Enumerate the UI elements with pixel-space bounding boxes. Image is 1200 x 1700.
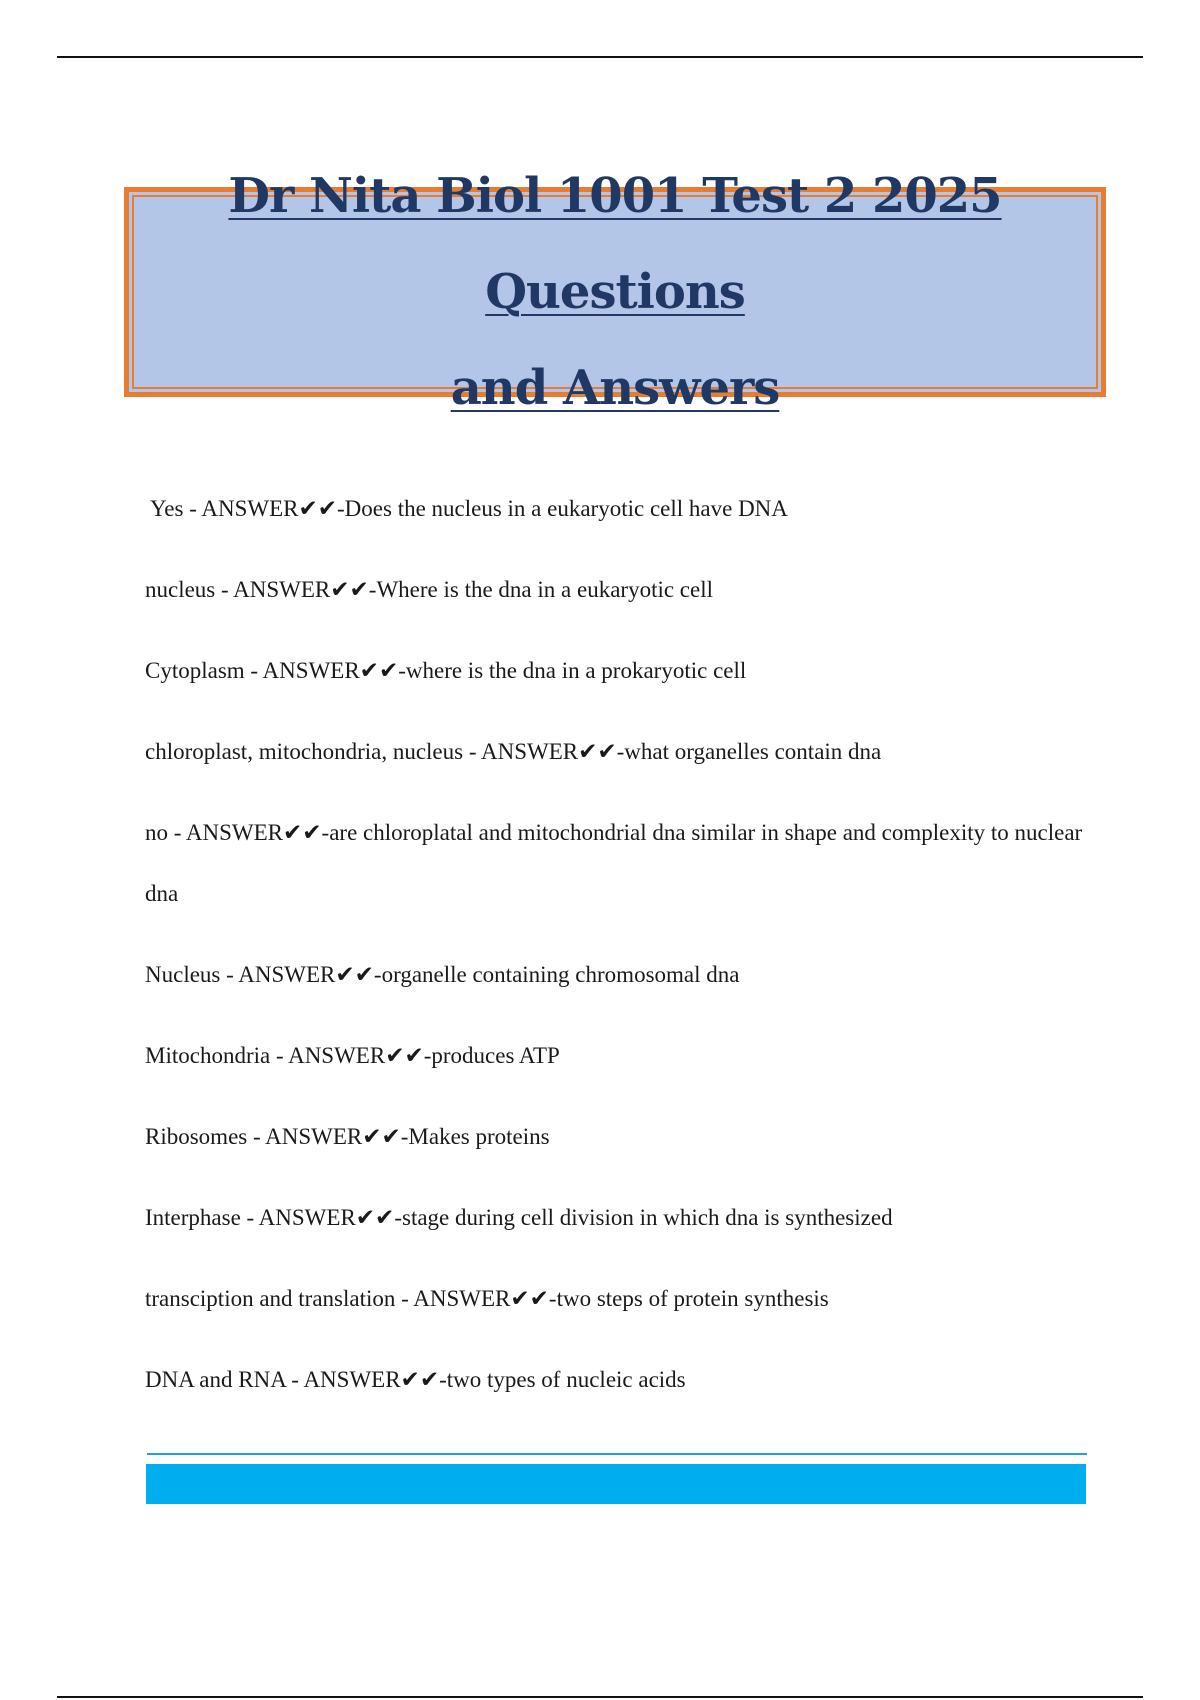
title-box: [124, 168, 1106, 416]
qa-item: chloroplast, mitochondria, nucleus - ANSWER✔✔-what organelles contain dna: [145, 739, 882, 764]
qa-item: nucleus - ANSWER✔✔-Where is the dna in a eukaryotic cell: [145, 577, 714, 602]
qa-item: DNA and RNA - ANSWER✔✔-two types of nucleic acids: [145, 1367, 686, 1392]
qa-item: no - ANSWER✔✔-are chloroplatal and mitochondrial dna similar in shape and complexity to nuclear dna: [145, 820, 1083, 906]
qa-item: Interphase - ANSWER✔✔-stage during cell division in which dna is synthesized: [145, 1205, 893, 1230]
page-bottom-rule: [57, 1696, 1143, 1698]
footer-bar: [146, 1464, 1086, 1504]
qa-item: Yes - ANSWER✔✔-Does the nucleus in a eukaryotic cell have DNA: [150, 496, 788, 521]
qa-item: Mitochondria - ANSWER✔✔-produces ATP: [145, 1043, 560, 1068]
qa-item: Cytoplasm - ANSWER✔✔-where is the dna in a prokaryotic cell: [145, 658, 747, 683]
qa-list: [145, 478, 1085, 1430]
page-title: [134, 148, 1096, 436]
header-rule: [57, 56, 1143, 58]
qa-item: Nucleus - ANSWER✔✔-organelle containing chromosomal dna: [145, 962, 740, 987]
page-title-line-2: and Answers: [450, 360, 780, 416]
page-title-line-1: Dr Nita Biol 1001 Test 2 2025 Questions: [228, 168, 1002, 320]
qa-item: transciption and translation - ANSWER✔✔-two steps of protein synthesis: [145, 1286, 829, 1311]
footer-rule: [147, 1453, 1087, 1455]
qa-item: Ribosomes - ANSWER✔✔-Makes proteins: [145, 1124, 550, 1149]
title-box-inner: [132, 168, 1098, 416]
